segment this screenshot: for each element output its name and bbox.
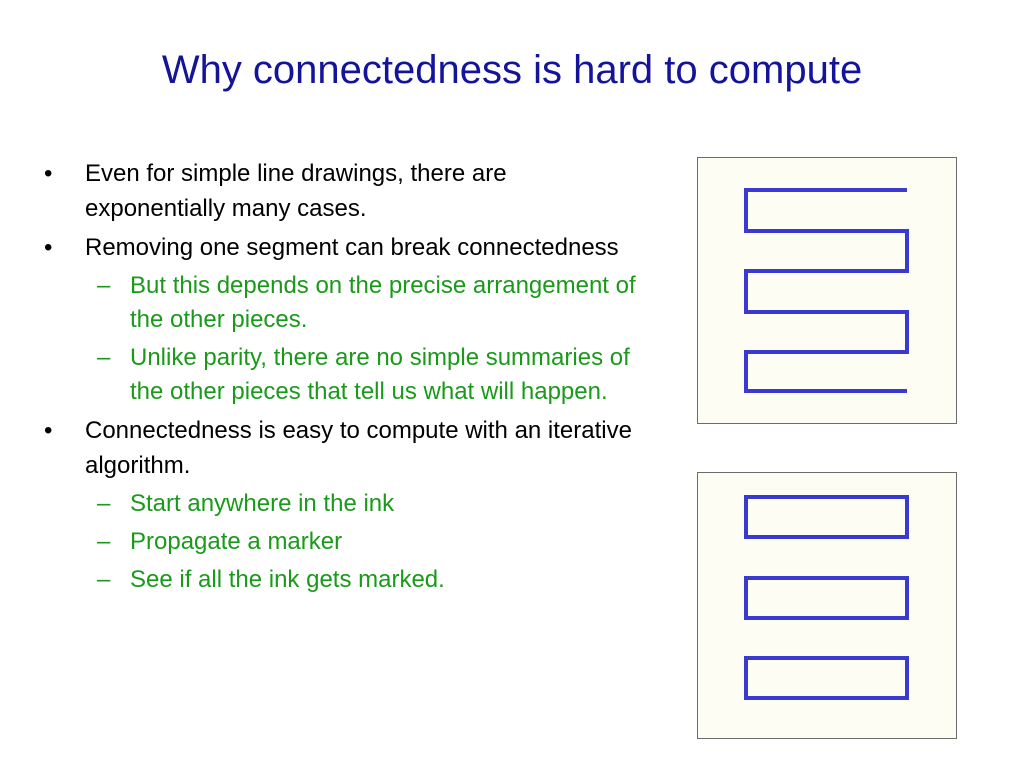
sub-bullet-item bbox=[85, 525, 644, 559]
sub-bullet-text: Unlike parity, there are no simple summaries of the other pieces that tell us what will happen. bbox=[130, 344, 630, 405]
disconnected-figure-panel bbox=[697, 472, 957, 739]
bullet-marker: • bbox=[44, 234, 53, 261]
sub-bullet-text: But this depends on the precise arrangement of the other pieces. bbox=[130, 272, 636, 333]
sub-bullet-marker: – bbox=[97, 528, 111, 555]
connected-figure-panel bbox=[697, 157, 957, 424]
sub-bullet-item bbox=[85, 563, 644, 597]
sub-bullet-marker: – bbox=[97, 344, 111, 371]
serpentine-line-drawing bbox=[698, 158, 956, 423]
separate-rectangles-drawing bbox=[698, 473, 956, 738]
sub-bullet-text: Start anywhere in the ink bbox=[130, 490, 395, 517]
rectangle-middle bbox=[746, 578, 907, 618]
sub-bullet-marker: – bbox=[97, 566, 111, 593]
bullet-item bbox=[44, 156, 644, 226]
sub-bullet-text: Propagate a marker bbox=[130, 528, 343, 555]
bullet-item bbox=[44, 413, 644, 597]
sub-bullet-item bbox=[85, 487, 644, 521]
sub-bullet-list bbox=[85, 269, 644, 409]
bullet-marker: • bbox=[44, 417, 53, 444]
rectangle-bottom bbox=[746, 658, 907, 698]
rectangle-top bbox=[746, 497, 907, 537]
bullet-item bbox=[44, 230, 644, 409]
sub-bullet-item bbox=[85, 269, 644, 337]
sub-bullet-list bbox=[85, 487, 644, 597]
sub-bullet-item bbox=[85, 341, 644, 409]
bullet-list bbox=[44, 156, 644, 601]
sub-bullet-text: See if all the ink gets marked. bbox=[130, 566, 445, 593]
sub-bullet-marker: – bbox=[97, 272, 111, 299]
slide-title: Why connectedness is hard to compute bbox=[161, 48, 863, 92]
bullet-text: Even for simple line drawings, there are exponentially many cases. bbox=[85, 160, 507, 222]
serpentine-path bbox=[746, 190, 907, 391]
bullet-text: Connectedness is easy to compute with an iterative algorithm. bbox=[85, 417, 632, 479]
bullet-text: Removing one segment can break connectedness bbox=[85, 234, 619, 261]
sub-bullet-marker: – bbox=[97, 490, 111, 517]
bullet-marker: • bbox=[44, 160, 53, 187]
